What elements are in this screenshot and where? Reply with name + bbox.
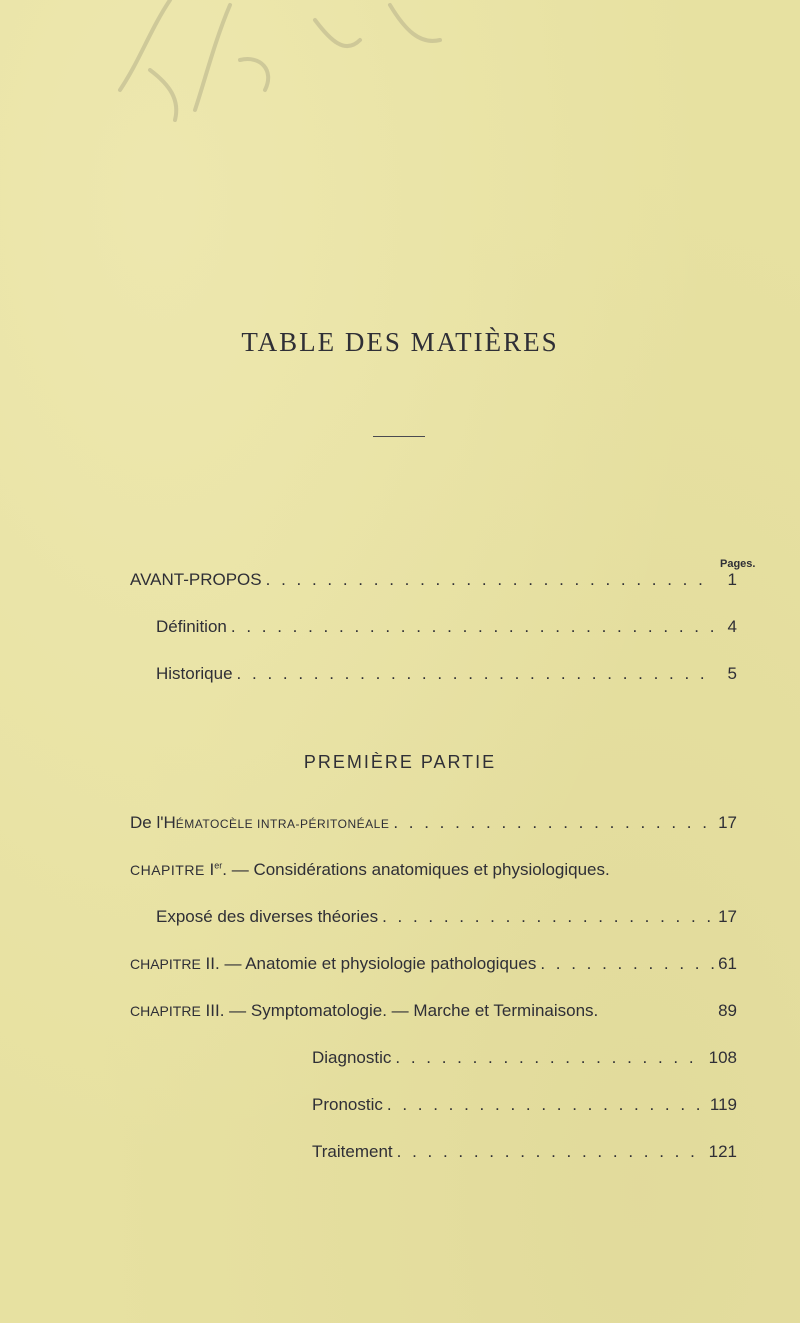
- toc-entry-page: 17: [718, 907, 737, 926]
- page-title: TABLE DES MATIÈRES: [241, 327, 559, 357]
- chapter-title: — Symptomatologie. — Marche et Terminaisons.: [229, 1001, 599, 1020]
- toc-entry-avant-propos[interactable]: [130, 570, 737, 594]
- chapter-number: III.: [205, 1001, 225, 1020]
- chapter-1-heading[interactable]: [130, 860, 610, 880]
- leader-dots: [387, 1095, 706, 1115]
- pages-column-label: Pages.: [720, 558, 756, 570]
- chapter-tag: CHAPITRE: [130, 1003, 201, 1019]
- toc-entry-label: Traitement: [312, 1142, 393, 1161]
- toc-entry-traitement[interactable]: [312, 1142, 737, 1166]
- toc-entry-page: 61: [718, 954, 737, 973]
- leader-dots: [540, 954, 714, 974]
- toc-entry-label: Historique: [156, 664, 233, 683]
- toc-entry-page: 89: [718, 1001, 737, 1020]
- subject-title: ÉMATOCÈLE INTRA-PÉRITONÉALE: [175, 817, 390, 831]
- leader-dots: [237, 664, 715, 684]
- toc-entry-chapter-2[interactable]: [130, 954, 737, 978]
- toc-entry-label: [130, 1001, 598, 1021]
- toc-entry-label: [130, 813, 389, 833]
- toc-entry-chapter-1[interactable]: [156, 907, 737, 931]
- toc-entry-label: Exposé des diverses théories: [156, 907, 379, 926]
- toc-entry-page: 119: [709, 1095, 737, 1114]
- chapter-title-line1: . — Considérations anatomiques et physiologiques.: [222, 860, 610, 879]
- chapter-title: — Anatomie et physiologie pathologiques: [224, 954, 537, 973]
- toc-entry-chapter-3[interactable]: [130, 1001, 737, 1025]
- toc-entry-page: 1: [727, 570, 737, 589]
- title-divider: [373, 436, 425, 437]
- leader-dots: [266, 570, 715, 590]
- toc-entry-diagnostic[interactable]: [312, 1048, 737, 1072]
- toc-entry-label: Pronostic: [312, 1095, 383, 1114]
- subject-article: l'H: [156, 813, 176, 832]
- toc-entry-historique[interactable]: [156, 664, 737, 688]
- leader-dots: [395, 1048, 704, 1068]
- toc-entry-page: 4: [727, 617, 737, 636]
- toc-entry-pronostic[interactable]: [312, 1095, 737, 1119]
- toc-entry-label: Diagnostic: [312, 1048, 392, 1067]
- leader-dots: [231, 617, 715, 637]
- toc-entry-page: 5: [727, 664, 737, 683]
- chapter-tag: CHAPITRE: [130, 862, 205, 878]
- chapter-number: II.: [205, 954, 220, 973]
- toc-entry-hematocele[interactable]: [130, 813, 737, 837]
- chapter-number: I: [209, 860, 215, 879]
- toc-entry-label: AVANT-PROPOS: [130, 570, 262, 589]
- toc-entry-label: Définition: [156, 617, 227, 636]
- leader-dots: [393, 813, 714, 833]
- leader-dots: [382, 907, 714, 927]
- toc-entry-page: 108: [708, 1048, 737, 1067]
- toc-entry-page: 121: [708, 1142, 737, 1161]
- toc-entry-label: [130, 954, 536, 974]
- part-heading: PREMIÈRE PARTIE: [303, 752, 497, 772]
- toc-entry-page: 17: [718, 813, 737, 832]
- subject-first-word: De: [130, 813, 152, 832]
- ink-bleed-through: [0, 0, 800, 180]
- chapter-tag: CHAPITRE: [130, 956, 201, 972]
- chapter-number-sup: er: [214, 860, 223, 871]
- leader-dots: [397, 1142, 705, 1162]
- toc-entry-definition[interactable]: [156, 617, 737, 641]
